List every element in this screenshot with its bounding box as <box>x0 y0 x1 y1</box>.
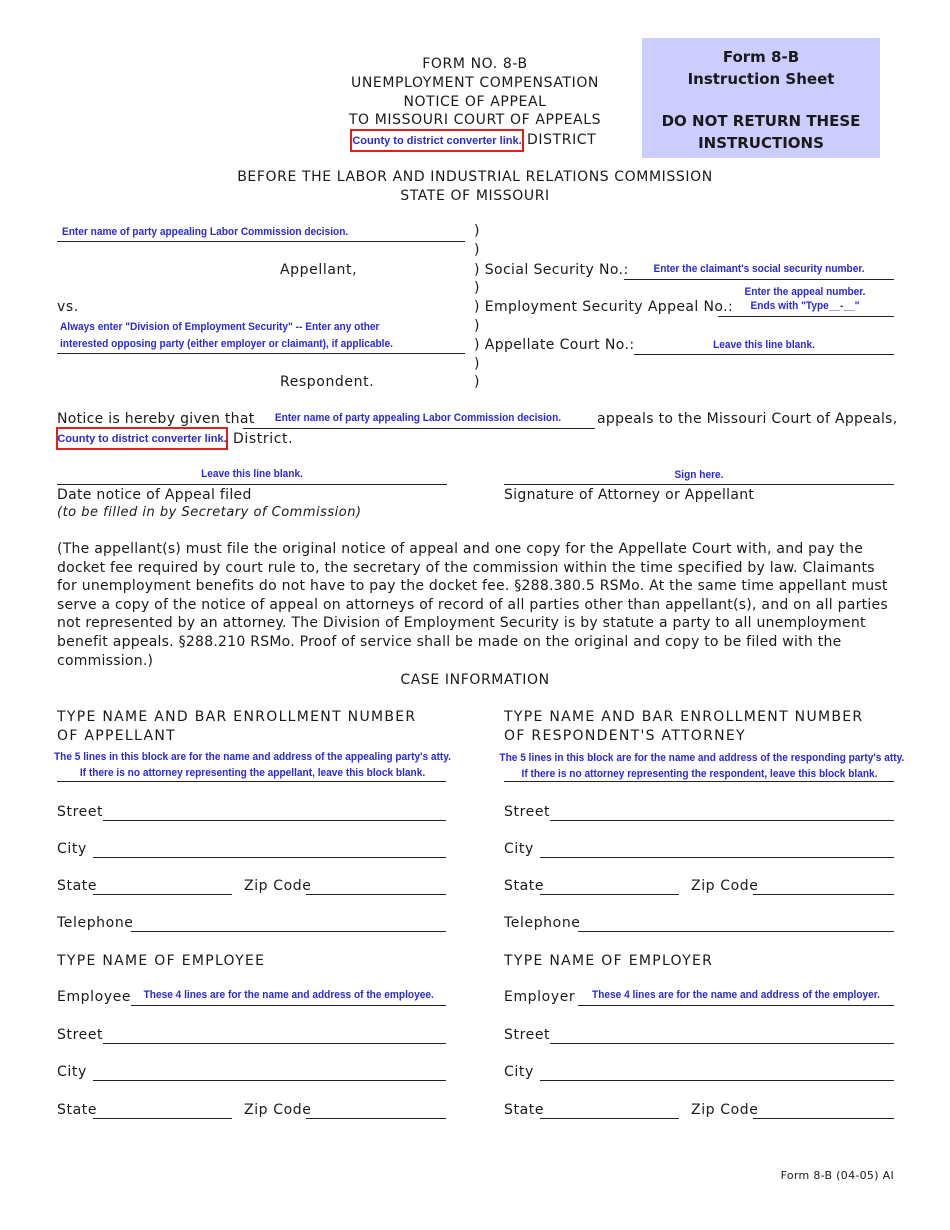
appellant-attorney-name-line[interactable] <box>57 781 446 782</box>
ssn-hint: Enter the claimant's social security number. <box>653 263 865 275</box>
street-label: Street <box>504 804 551 820</box>
county-converter-link[interactable]: County to district converter link. <box>350 129 524 152</box>
signature-label: Signature of Attorney or Appellant <box>504 487 755 503</box>
city-label: City <box>57 841 87 857</box>
notice-name-hint: Enter name of party appealing Labor Commission decision. <box>274 412 562 424</box>
signature-line[interactable] <box>504 484 894 485</box>
employee-street-line[interactable] <box>103 1043 446 1044</box>
instruction-subtitle: Instruction Sheet <box>687 70 835 88</box>
employee-name-line[interactable] <box>131 1005 446 1006</box>
form-title-line: NOTICE OF APPEAL <box>403 94 547 110</box>
zip-label: Zip Code <box>691 1102 759 1118</box>
form-title-line: UNEMPLOYMENT COMPENSATION <box>350 75 600 91</box>
employer-state-line[interactable] <box>540 1118 679 1119</box>
instruction-sheet-box <box>642 38 880 158</box>
street-label: Street <box>57 804 104 820</box>
signature-hint: Sign here. <box>674 469 724 481</box>
employment-security-appeal-label: ) Employment Security Appeal No.: <box>474 299 734 315</box>
city-label: City <box>504 841 534 857</box>
employee-hint: These 4 lines are for the name and address of the employee. <box>143 989 434 1001</box>
vs-label: vs. <box>57 299 79 315</box>
employee-state-line[interactable] <box>93 1118 232 1119</box>
caption-paren: ) <box>474 318 480 334</box>
employer-label: Employer <box>504 989 576 1005</box>
employee-city-line[interactable] <box>93 1080 446 1081</box>
form-number: FORM NO. 8-B <box>422 56 528 72</box>
caption-paren: ) <box>474 223 480 239</box>
appellant-attorney-city-line[interactable] <box>93 857 446 858</box>
district-label: DISTRICT <box>527 132 597 148</box>
filing-instructions-paragraph: (The appellant(s) must file the original notice of appeal and one copy for the Appellate Court with, and pay the docket fee required by court rule to, the secretary of the commission within the time specified by law. Claimants for unemployment benefits do not have to pay the docket fee. §288.380.5 RSMo. At the same time appellant must serve a copy of the notice of appeal on attorneys of record of all parties other than appellant(s), and on all parties not represented by an attorney. The Division of Employment Security is by statute a party to all unemployment benefit appeals. §288.210 RSMo. Proof of service shall be made on the original and copy to be filed with the commission.) <box>57 541 888 669</box>
ssn-label: ) Social Security No.: <box>474 262 629 278</box>
respondent-attorney-title: TYPE NAME AND BAR ENROLLMENT NUMBER <box>504 709 864 725</box>
caption-paren: ) <box>474 374 480 390</box>
ssn-line[interactable] <box>624 279 894 280</box>
appellate-court-line[interactable] <box>634 354 894 355</box>
appellant-label: Appellant, <box>280 262 358 278</box>
appellate-court-label: ) Appellate Court No.: <box>474 337 635 353</box>
appellant-attorney-hint: If there is no attorney representing the appellant, leave this block blank. <box>79 767 426 779</box>
appellant-attorney-title: TYPE NAME AND BAR ENROLLMENT NUMBER <box>57 709 417 725</box>
respondent-attorney-city-line[interactable] <box>540 857 894 858</box>
respondent-hint: interested opposing party (either employer or claimant), if applicable. <box>60 338 393 350</box>
notice-suffix: appeals to the Missouri Court of Appeals, <box>597 411 898 427</box>
caption-paren: ) <box>474 280 480 296</box>
respondent-attorney-telephone-line[interactable] <box>578 931 894 932</box>
respondent-attorney-state-line[interactable] <box>540 894 679 895</box>
appellant-attorney-telephone-line[interactable] <box>131 931 446 932</box>
state-label: State <box>504 878 545 894</box>
appellant-name-hint: Enter name of party appealing Labor Commission decision. <box>62 226 349 238</box>
appellant-attorney-state-line[interactable] <box>93 894 232 895</box>
employee-label: Employee <box>57 989 132 1005</box>
commission-title: BEFORE THE LABOR AND INDUSTRIAL RELATIONS COMMISSION <box>237 169 713 185</box>
notice-prefix: Notice is hereby given that <box>57 411 255 427</box>
date-filed-label: Date notice of Appeal filed <box>57 487 252 503</box>
respondent-attorney-title: OF RESPONDENT'S ATTORNEY <box>504 728 746 744</box>
instruction-warning: INSTRUCTIONS <box>698 134 824 152</box>
instruction-title: Form 8-B <box>722 48 800 66</box>
telephone-label: Telephone <box>57 915 134 931</box>
state-label: State <box>57 878 98 894</box>
respondent-hint: Always enter "Division of Employment Security" -- Enter any other <box>60 321 380 333</box>
employer-street-line[interactable] <box>550 1043 894 1044</box>
zip-label: Zip Code <box>691 878 759 894</box>
appellant-attorney-hint: The 5 lines in this block are for the name and address of the appealing party's atty. <box>53 751 452 763</box>
respondent-attorney-zip-line[interactable] <box>753 894 894 895</box>
respondent-name-line[interactable] <box>57 353 465 354</box>
employer-hint: These 4 lines are for the name and address of the employer. <box>592 989 880 1001</box>
employer-section-title: TYPE NAME OF EMPLOYER <box>504 953 714 969</box>
case-information-heading: CASE INFORMATION <box>400 672 550 688</box>
appellant-attorney-title: OF APPELLANT <box>57 728 176 744</box>
form-title-line: TO MISSOURI COURT OF APPEALS <box>348 112 602 128</box>
street-label: Street <box>57 1027 104 1043</box>
notice-name-line[interactable] <box>243 428 595 429</box>
date-filed-note: (to be filled in by Secretary of Commission) <box>57 505 362 520</box>
esa-line[interactable] <box>718 316 894 317</box>
employer-city-line[interactable] <box>540 1080 894 1081</box>
employer-name-line[interactable] <box>578 1005 894 1006</box>
city-label: City <box>504 1064 534 1080</box>
employee-section-title: TYPE NAME OF EMPLOYEE <box>57 953 266 969</box>
telephone-label: Telephone <box>504 915 581 931</box>
esa-hint: Enter the appeal number. <box>744 286 866 298</box>
city-label: City <box>57 1064 87 1080</box>
appellant-attorney-street-line[interactable] <box>103 820 446 821</box>
caption-paren: ) <box>474 242 480 258</box>
commission-state: STATE OF MISSOURI <box>400 188 550 204</box>
zip-label: Zip Code <box>244 878 312 894</box>
county-converter-link[interactable]: County to district converter link. <box>56 427 228 450</box>
zip-label: Zip Code <box>244 1102 312 1118</box>
appellant-name-line[interactable] <box>57 241 465 242</box>
state-label: State <box>57 1102 98 1118</box>
employer-zip-line[interactable] <box>753 1118 894 1119</box>
appellant-attorney-zip-line[interactable] <box>306 894 446 895</box>
respondent-attorney-hint: If there is no attorney representing the respondent, leave this block blank. <box>521 768 878 780</box>
form-footer-id: Form 8-B (04-05) AI <box>780 1169 894 1182</box>
employee-zip-line[interactable] <box>306 1118 446 1119</box>
instruction-warning: DO NOT RETURN THESE <box>661 112 861 130</box>
respondent-label: Respondent. <box>280 374 375 390</box>
state-label: State <box>504 1102 545 1118</box>
respondent-attorney-street-line[interactable] <box>550 820 894 821</box>
date-filed-hint: Leave this line blank. <box>201 468 303 480</box>
respondent-attorney-hint: The 5 lines in this block are for the name and address of the responding party's atty. <box>499 752 905 764</box>
district-suffix: District. <box>233 431 294 447</box>
street-label: Street <box>504 1027 551 1043</box>
esa-hint: Ends with "Type__-__" <box>750 300 860 312</box>
court-hint: Leave this line blank. <box>713 339 815 351</box>
caption-paren: ) <box>474 356 480 372</box>
date-filed-line[interactable] <box>57 484 447 485</box>
respondent-attorney-name-line[interactable] <box>504 781 894 782</box>
